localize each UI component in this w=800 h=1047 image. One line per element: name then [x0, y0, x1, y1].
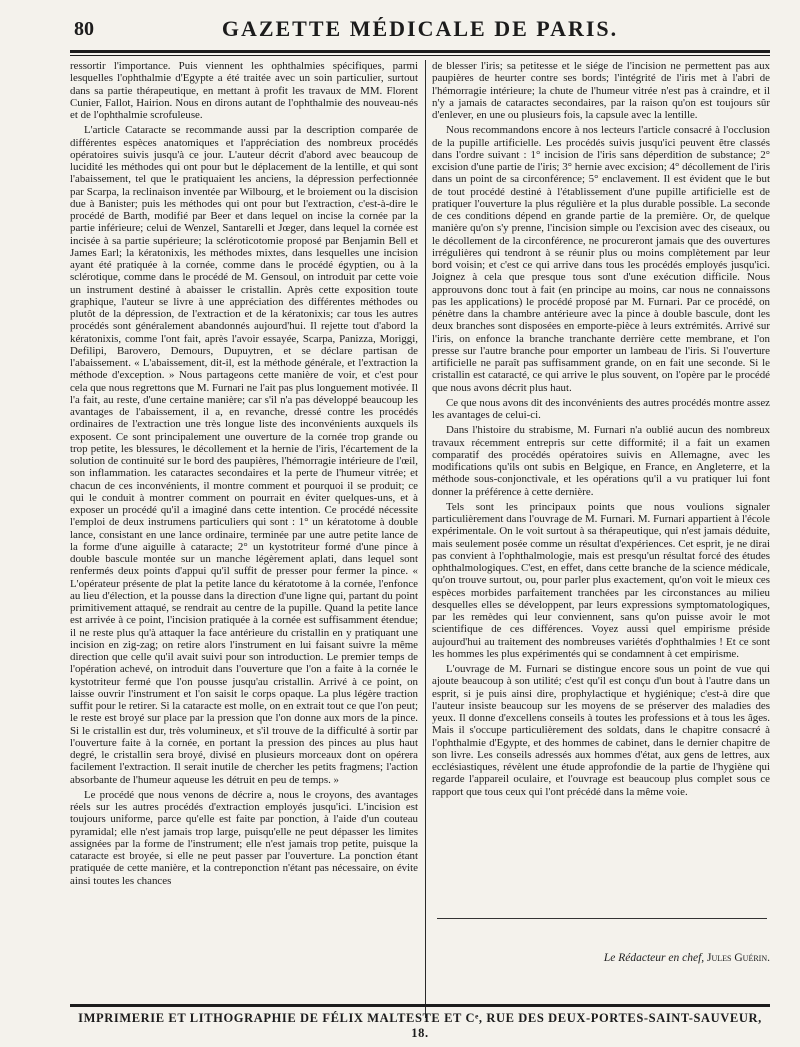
- page-number: 80: [74, 18, 94, 40]
- page-header: [70, 14, 770, 48]
- signature-name: Jules Guérin.: [707, 952, 770, 964]
- left-paragraph-1: ressortir l'importance. Puis viennent les ophthalmies spécifiques, parmi lesquelles l'ophthalmie d'Egypte a été traitée avec un soin particulier, surtout dans sa partie thérapeutique, en mettant à profit les travaux de MM. Florent Cunier, Fallot, Hairion. Nous en dirons autant de l'ophthalmie des nouveau-nés et de l'ophthalmie scrofuleuse.: [70, 60, 418, 121]
- signature-rule: [437, 918, 767, 919]
- masthead-title: GAZETTE MÉDICALE DE PARIS.: [221, 16, 619, 41]
- right-paragraph-2: Nous recommandons encore à nos lecteurs l'article consacré à l'occlusion de la pupille artificielle. Les procédés suivis jusqu'ici peuvent être classés dans l'ordre suivant : 1° incision de l'iris sans déperdition de substance; 2° excision d'une partie de l'iris; 3° hernie avec excision; 4° décollement de l'iris dans un point de sa circonférence; 5° enclavement. Il est évident que le but de tout procédé destiné à l'établissement d'une pupille artificielle est de pratiquer l'ouverture la plus régulière et la plus durable possible. La seconde de ces conditions dépend en grande partie de la première. Or, de quelque manière qu'on s'y prenne, l'incision simple ou l'excision avec des ciseaux, ou le décollement de la circonférence, ne procureront jamais que des ouvertures irrégulières qui tendront à se réunir plus ou moins complètement par leur bord voisin; et c'est ce qui arrive dans tous les procédés employés jusqu'ici. Joignez à cela que presque tous sont d'une exécution difficile. Nous approuvons donc tout à fait (en principe au moins, car nous ne connaissons pas les applications) le procédé proposé par M. Furnari. Par ce procédé, on pénètre dans la chambre antérieure avec la pince à double bascule, dont les deux branches sont disposées en emporte-pièce à leurs extrémités. Arrivé sur l'iris, on enfonce la branche tranchante derrière cette membrane, et l'on presse sur l'autre branche pour emporter un lambeau de l'iris. Si l'ouverture artificielle ne paraît pas suffisamment grande, on en fait une seconde. Si le cristallin est cataracté, ce qui arrive le plus souvent, on l'opère par le procédé que nous avons décrit plus haut.: [432, 124, 770, 394]
- right-paragraph-1: de blesser l'iris; sa petitesse et le siége de l'incision ne permettent pas aux paupières de heurter contre ses bords; l'intégrité de l'iris met à l'abri de l'hémorragie intérieure; la chute de l'humeur vitrée n'est pas à craindre, et il n'y a jamais de cataractes secondaires, par la raison qu'on est toujours sûr d'enlever, en une ou plusieurs fois, la capsule avec la lentille.: [432, 60, 770, 121]
- column-divider: [425, 60, 426, 1018]
- left-paragraph-2: L'article Cataracte se recommande aussi par la description comparée de différentes espèces anatomiques et l'appréciation des nombreux procédés opératoires suivis jusqu'à ce jour. L'auteur décrit d'abord avec beaucoup de lucidité les méthodes qui ont pour but le déplacement de la lentille, et qui sont l'abaissement, tel que le pratiquaient les anciens, la dépression perfectionnée par Scarpa, la reclinaison inventée par Wilbourg, et le broiement ou la discision due à Banister; puis les méthodes qui ont pour but l'extraction, c'est-à-dire le procédé de Barth, modifié par Beer et dans lequel on incise la cornée par la partie inférieure; celui de Wenzel, Santarelli et Jœger, dans lequel la cornée est incisée à sa partie supérieure; la scléroticotomie proposé par Benjamin Bell et James Earl; la kératonixis, les méthodes mixtes, dans lesquelles une incision ayant été pratiquée à la cornée, comme dans le procédé égyptien, ou à la sclérotique, comme dans le procédé de M. Gensoul, on introduit par cette voie un instrument destiné à abaisser le cristallin. Après cette exposition toute graphique, l'auteur se livre à une appréciation des différentes méthodes ou plutôt de la dépression, de l'extraction et de la kératonixis; car tous les autres procédés sont généralement abandonnés aujourd'hui. Il rejette tout d'abord la kératonixis, comme l'ont fait, après l'avoir essayée, Scarpa, Panizza, Moriggi, Defilipi, Barovero, Demours, Dupuytren, et se déclare partisan de l'abaissement. « L'abaissement, dit-il, est la méthode générale, et l'extraction la méthode d'exception. » Nous partageons cette manière de voir, et c'est pour cela que nous regrettons que M. Furnari ne l'ait pas plus longuement motivée. Il l'a fait, au reste, d'une certaine manière; car s'il n'a pas développé beaucoup les avantages de l'abaissement, il a, en revanche, dressé contre les procédés ordinaires de l'extraction une très longue liste des inconvénients auxquels ils exposent. Ce sont principalement une ouverture de la cornée trop grande ou trop petite, les blessures, le décollement et la hernie de l'iris, l'écartement de la solution de continuité sur le bord des paupières, l'hémorragie intérieure de l'œil, son inflammation. les cataractes secondaires et la perte de l'humeur vitrée; et chacun de ces inconvénients, il montre comment et pourquoi il se produit; ce qui le conduit à montrer comment on pourrait en éviter quelques-uns, et à exposer un procédé qu'il a imaginé dans cette intention. Ce procédé nécessite l'emploi de deux instrumens particuliers qui sont : 1° un kératotome à double lance, consistant en une lance ordinaire, terminée par une autre petite lance de la forme d'une aiguille à cataracte; 2° un kystotriteur formé d'une pince à double bascule montée sur un manche légèrement aplati, dans lequel sont renfermés deux points d'appui qu'il suffit de presser pour fermer la pince. « L'opérateur présente de plat la petite lance du kératotome à la cornée, l'enfonce au lieu d'élection, et la pousse dans la direction d'une ligne qui, partant du point primitivement attaqué, se rendrait au centre de la pupille. Quand la petite lance est arrivée à ce point, l'incision pratiquée à la cornée est suffisamment étendue; il ne reste plus qu'à attaquer la face antérieure du cristallin en y pratiquant une incision en zig-zag; on retire alors l'instrument en lui faisant suivre la même direction que celle qu'il avait suivi pour son introduction. Le premier temps de l'opération achevé, on introduit dans l'ouverture que l'on a faite à la cornée le kystotriteur fermé que l'on pousse jusqu'au cristallin. Arrivé à ce point, on laisse ouvrir l'instrument et l'on saisit le corps opaque. La plus légère traction suffit pour le retirer. Si la cataracte est molle, on en extrait tout ce que l'on peut; le reste est broyé sur place par la pression que l'on donne aux mors de la pince. Si le cristallin est dur, très volumineux, et s'il trouve de la difficulté à sortir par l'ouverture faite à la cornée, en portant la pression des pinces au plus haut degré, le cristallin sera broyé, divisé en plusieurs morceaux dont on opérera facilement l'extraction. Il serait inutile de chercher les petits fragmens; l'action absorbante de l'humeur aqueuse les détruit en peu de temps. »: [70, 124, 418, 786]
- header-rule-thick: [70, 50, 770, 53]
- printer-imprint: IMPRIMERIE ET LITHOGRAPHIE DE FÉLIX MALTESTE ET Cᵉ, RUE DES DEUX-PORTES-SAINT-SAUVEUR, 18.: [78, 1011, 762, 1040]
- right-column: [432, 60, 770, 890]
- header-rule-thin: [70, 55, 770, 56]
- right-paragraph-6: L'ouvrage de M. Furnari se distingue encore sous un point de vue qui ajoute beaucoup à son utilité; c'est qu'il est conçu d'un bout à l'autre dans un esprit, si je puis ainsi dire, prophylactique et hygiénique; c'est-à dire que l'auteur insiste beaucoup sur les moyens de se préserver des maladies des yeux. Il donne d'excellens conseils à toutes les professions et à tous les âges. Mais il s'occupe particulièrement des soldats, dans le chapitre consacré à l'ophthalmie d'Egypte, et des hommes de cabinet, dans le dernier chapitre de son livre. Les conseils adressés aux hommes d'état, aux gens de lettres, aux ecclésiastiques, révèlent une étude approfondie de la partie de l'hygiène qui regarde l'appareil oculaire, et l'ouvrage est beaucoup plus complet sous ce rapport que tous ceux qui l'ont précédé dans la même voie.: [432, 663, 770, 798]
- left-paragraph-3: Le procédé que nous venons de décrire a, nous le croyons, des avantages réels sur les autres procédés d'extraction employés jusqu'ici. L'incision est toujours uniforme, parce qu'elle est faite par ponction, à l'aide d'un couteau pyramidal; elle n'est jamais trop large, puisqu'elle ne peut dépasser les limites assignées par la forme de l'instrument; elle n'est jamais trop petite, puisque la cataracte est broyée, si elle ne peut passer par l'ouverture. La ponction étant pratiquée de cette manière, et la contreponction n'étant pas nécessaire, on évite ainsi toutes les chances: [70, 788, 418, 887]
- signature-role: Le Rédacteur en chef,: [603, 952, 705, 964]
- footer-rule-thick: [70, 1004, 770, 1007]
- editor-signature: [432, 952, 770, 964]
- left-column: [70, 60, 418, 1018]
- right-paragraph-3: Ce que nous avons dit des inconvénients des autres procédés montre assez les avantages de celui-ci.: [432, 396, 770, 421]
- right-paragraph-5: Tels sont les principaux points que nous voulions signaler particulièrement dans l'ouvrage de M. Furnari. M. Furnari appartient à l'école expérimentale. On le voit surtout à sa thérapeutique, qui n'est jamais déduite, mais seulement posée comme un résultat d'expériences. Cet esprit, je ne dirai pas convient à l'ophthalmologie, mais est presqu'un résultat forcé des études ophthalmologiques. C'est, en effet, dans cette branche de la science médicale, qu'on trouve surtout, ou, pour parler plus exactement, qu'on voit le mieux ces espèces morbides parfaitement tranchées par les circonstances au milieu desquelles elles se développent, par leurs expressions symptomatologiques, par les remèdes qui leur conviennent, sans qu'on puisse avoir le mot scientifique de ces différences. Voyez aussi quel empirisme préside aujourd'hui au traitement des nombreuses variétés d'ophthalmies ! Et ce sont les hommes les plus expérimentés qui se condamnent à cet empirisme.: [432, 500, 770, 660]
- right-paragraph-4: Dans l'histoire du strabisme, M. Furnari n'a oublié aucun des nombreux travaux récemment entrepris sur cette difformité; il a fait un examen comparatif des procédés opératoires suivis en Allemagne, avec les modifications qu'ils ont subis en Belgique, en France, en Angleterre, et la méthode sous-conjonctivale, et les opérations qu'il a vu pratiquer lui font donner la préférence à cette dernière.: [432, 424, 770, 498]
